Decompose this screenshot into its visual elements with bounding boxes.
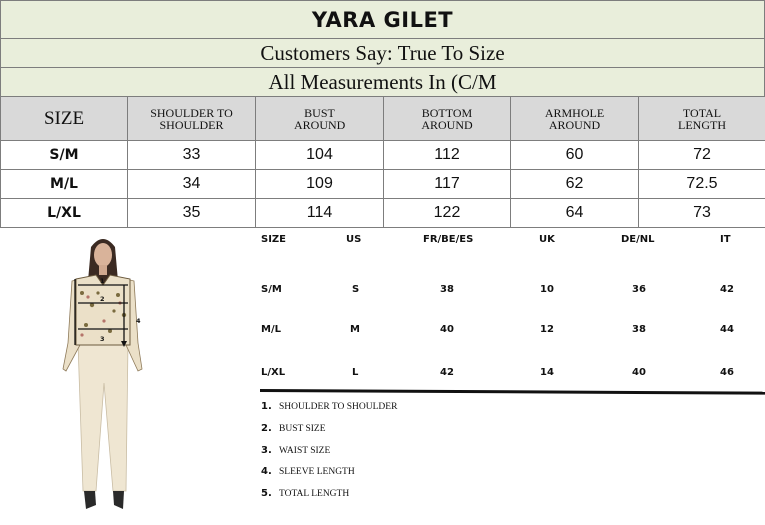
- conv-cell: 38: [440, 284, 454, 295]
- figure-mark: 3: [100, 335, 105, 343]
- size-cell: M/L: [1, 170, 128, 199]
- measurement-unit-banner: All Measurements In (C/M: [0, 67, 765, 97]
- table-cell: 72: [639, 141, 765, 170]
- header-size: SIZE: [1, 97, 128, 141]
- table-cell: 104: [256, 141, 384, 170]
- measurement-header-row: [1, 97, 765, 141]
- conv-cell: 12: [540, 324, 554, 335]
- size-cell: L/XL: [1, 199, 128, 228]
- table-cell: 112: [384, 141, 511, 170]
- conv-header-de-nl: DE/NL: [621, 234, 655, 245]
- measurement-table: [0, 96, 765, 228]
- header-armhole-around: ARMHOLE AROUND: [511, 97, 639, 141]
- table-cell: 117: [384, 170, 511, 199]
- table-row: [1, 141, 765, 170]
- header-shoulder-to-shoulder: SHOULDER TO SHOULDER: [128, 97, 256, 141]
- figure-mark: 1: [100, 277, 105, 285]
- table-cell: 122: [384, 199, 511, 228]
- table-cell: 62: [511, 170, 639, 199]
- list-item: [261, 401, 397, 412]
- conv-cell: 42: [440, 367, 454, 378]
- header-bottom-around: BOTTOM AROUND: [384, 97, 511, 141]
- conv-size-cell: S/M: [261, 284, 282, 295]
- size-cell: S/M: [1, 141, 128, 170]
- table-cell: 73: [639, 199, 765, 228]
- list-item: [261, 445, 330, 456]
- figure-mark: 4: [136, 317, 141, 325]
- note-text: TOTAL LENGTH: [279, 489, 350, 499]
- list-item: [261, 466, 355, 477]
- model-figure: [58, 233, 148, 518]
- table-cell: 109: [256, 170, 384, 199]
- list-item: [261, 423, 326, 434]
- table-row: [1, 170, 765, 199]
- conv-cell: 36: [632, 284, 646, 295]
- conv-cell: 42: [720, 284, 734, 295]
- conv-cell: 38: [632, 324, 646, 335]
- table-cell: 35: [128, 199, 256, 228]
- conv-cell: 46: [720, 367, 734, 378]
- conv-cell: 44: [720, 324, 734, 335]
- table-row: [1, 199, 765, 228]
- conv-cell: M: [350, 324, 360, 335]
- conv-header-uk: UK: [539, 234, 555, 245]
- conv-size-cell: L/XL: [261, 367, 286, 378]
- note-text: SLEEVE LENGTH: [279, 467, 355, 477]
- conv-cell: L: [352, 367, 359, 378]
- true-to-size-banner: Customers Say: True To Size: [0, 38, 765, 68]
- note-number: 5.: [261, 488, 272, 499]
- conv-cell: 10: [540, 284, 554, 295]
- table-cell: 34: [128, 170, 256, 199]
- page-title: YARA GILET: [0, 0, 765, 39]
- conv-header-size: SIZE: [261, 234, 287, 245]
- note-text: WAIST SIZE: [279, 446, 331, 456]
- table-cell: 72.5: [639, 170, 765, 199]
- note-text: BUST SIZE: [279, 424, 326, 434]
- conv-cell: 40: [632, 367, 646, 378]
- conv-cell: S: [352, 284, 360, 295]
- note-number: 2.: [261, 423, 272, 434]
- divider-rule: [260, 389, 765, 395]
- note-number: 3.: [261, 445, 272, 456]
- note-text: SHOULDER TO SHOULDER: [279, 402, 398, 412]
- conv-cell: 40: [440, 324, 454, 335]
- conv-header-it: IT: [720, 234, 731, 245]
- table-cell: 64: [511, 199, 639, 228]
- header-total-length: TOTAL LENGTH: [639, 97, 765, 141]
- header-bust-around: BUST AROUND: [256, 97, 384, 141]
- conv-header-fr-be-es: FR/BE/ES: [423, 234, 474, 245]
- note-number: 4.: [261, 466, 272, 477]
- table-cell: 60: [511, 141, 639, 170]
- note-number: 1.: [261, 401, 272, 412]
- conv-cell: 14: [540, 367, 554, 378]
- conv-header-us: US: [346, 234, 362, 245]
- figure-mark: 2: [100, 295, 105, 303]
- list-item: [261, 488, 349, 499]
- conv-size-cell: M/L: [261, 324, 281, 335]
- table-cell: 33: [128, 141, 256, 170]
- table-cell: 114: [256, 199, 384, 228]
